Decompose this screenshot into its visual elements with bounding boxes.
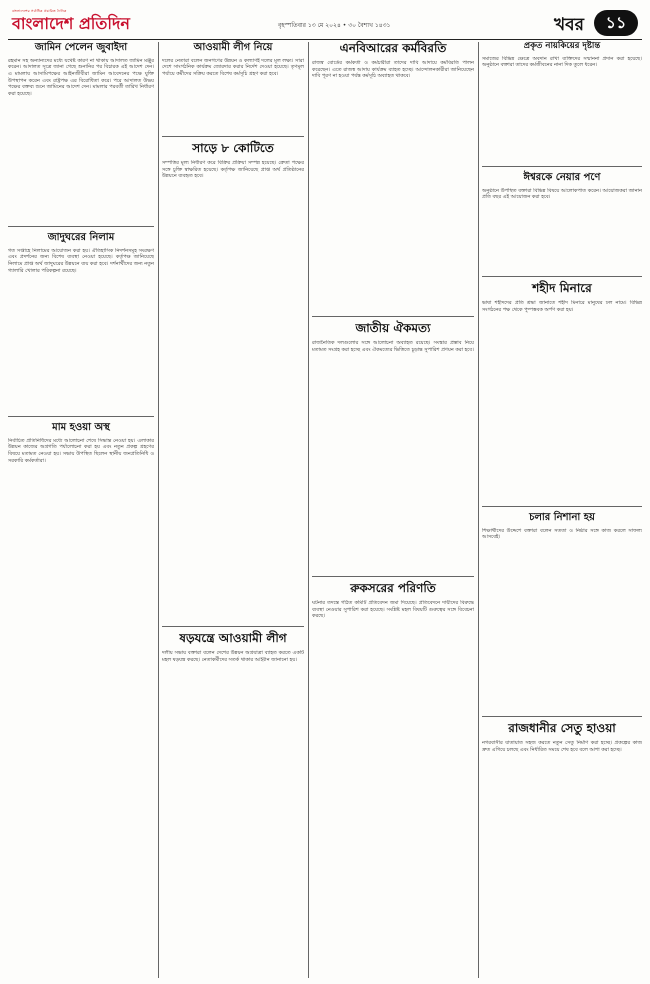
newspaper-name: বাংলাদেশ প্রতিদিন xyxy=(12,14,130,33)
logo-tagline: বাংলাদেশের সর্বাধিক প্রচারিত দৈনিক xyxy=(12,9,67,13)
page-number: ১১ xyxy=(594,10,638,36)
column-rule xyxy=(158,42,159,978)
article-divider xyxy=(482,276,642,277)
article-divider xyxy=(8,226,154,227)
article-7 xyxy=(312,42,474,312)
article-body: দলের নেতারা বলেন জনগণের উন্নয়ন ও কল্যাণই দলের মূল লক্ষ্য। সারা দেশে সাংগঠনিক কার্যক্রম জোরদার করার নির্দেশ দেওয়া হয়েছে। তৃণমূল পর্যায়ে কর্মীদের সক্রিয় করতে বিশেষ কর্মসূচি গ্রহণ করা হবে। xyxy=(162,57,304,77)
article-5 xyxy=(162,142,304,622)
article-headline: শহীদ মিনারে xyxy=(532,281,592,295)
article-2 xyxy=(8,232,154,412)
article-body: রাজনৈতিক দলগুলোর সঙ্গে আলোচনা অব্যাহত রয়েছে। সংস্কার প্রস্তাব নিয়ে মতামত সংগ্রহ করা হচ্ছে এবং ঐকমত্যের ভিত্তিতে চূড়ান্ত সুপারিশ প্রণয়ন করা হবে। xyxy=(312,339,474,353)
column-rule xyxy=(308,42,309,978)
article-headline: রুকসরের পরিণতি xyxy=(350,581,436,595)
article-headline: রাজধানীর সেতু হাওয়া xyxy=(508,721,616,735)
article-body: অনুষ্ঠানে উপস্থিত বক্তারা বিভিন্ন বিষয়ে আলোকপাত করেন। আয়োজকরা জানান প্রতি বছর এই আয়োজন করা হবে। xyxy=(482,187,642,201)
article-divider xyxy=(482,166,642,167)
article-body: সম্পত্তির মূল্য নির্ধারণ করে বিক্রির প্রক্রিয়া সম্পন্ন হয়েছে। ক্রেতা পক্ষের সঙ্গে চুক্তি স্বাক্ষরিত হয়েছে। কর্তৃপক্ষ জানিয়েছে প্রাপ্ত অর্থ প্রতিষ্ঠানের উন্নয়নে ব্যবহৃত হবে। xyxy=(162,159,304,180)
article-body: দলীয় সভায় বক্তারা বলেন দেশের উন্নয়ন অগ্রযাত্রা ব্যাহত করতে একটি মহল ষড়যন্ত্র করছে। নেতাকর্মীদের সতর্ক থাকার আহ্বান জানানো হয়। xyxy=(162,649,304,663)
article-divider xyxy=(312,576,474,577)
article-12 xyxy=(482,282,642,502)
article-body: রহমান সহ অন্যান্যদের মধ্যে যথেষ্ট কারণ না থাকায় আদালত জামিন মঞ্জুর করেন। আদালত সূত্রে জানা গেছে শুনানির পর বিচারক এই আদেশ দেন। এ মামলায় আসামিপক্ষের আইনজীবীরা জামিন আবেদনের পক্ষে যুক্তি উপস্থাপন করেন এবং রাষ্ট্রপক্ষ এর বিরোধিতা করে। পরে আদালত উভয় পক্ষের বক্তব্য শুনে জামিনের আদেশ দেন। মামলার পরবর্তী তারিখ নির্ধারণ করা হয়েছে। xyxy=(8,57,154,98)
article-body: নগরবাসীর যাতায়াত সহজ করতে নতুন সেতু নির্মাণ করা হচ্ছে। প্রকল্পের কাজ দ্রুত এগিয়ে চলছে এবং নির্ধারিত সময়ে শেষ হবে বলে আশা করা হচ্ছে। xyxy=(482,739,642,753)
article-grid xyxy=(8,42,642,978)
article-divider xyxy=(312,316,474,317)
article-4 xyxy=(162,42,304,132)
article-headline: ঈশ্বরকে নেয়ার পণে xyxy=(523,172,601,183)
article-body: রাজস্ব বোর্ডের কর্মকর্তা ও কর্মচারীরা তাদের দাবি আদায়ে কর্মবিরতি পালন করেছেন। এতে রাজস্ব আদায় কার্যক্রম ব্যাহত হচ্ছে। আন্দোলনকারীরা জানিয়েছেন দাবি পূরণ না হওয়া পর্যন্ত কর্মসূচি অব্যাহত থাকবে। xyxy=(312,59,474,80)
article-body: নির্বাচিত প্রতিনিধিদের মধ্যে আলোচনা শেষে সিদ্ধান্ত নেওয়া হয়। এলাকার উন্নয়ন কাজের অগ্রগতি পর্যালোচনা করা হয় এবং নতুন প্রকল্প গ্রহণের বিষয়ে মতামত নেওয়া হয়। সভায় উপস্থিত ছিলেন স্থানীয় জনপ্রতিনিধি ও সরকারি কর্মকর্তারা। xyxy=(8,437,154,464)
article-1 xyxy=(8,42,154,222)
article-6 xyxy=(162,632,304,972)
article-headline: এনবিআরের কর্মবিরতি xyxy=(339,41,447,55)
article-body: ঘটনার তদন্তে গঠিত কমিটি প্রতিবেদন জমা দিয়েছে। প্রতিবেদনে দায়ীদের বিরুদ্ধে ব্যবস্থা নেওয়ার সুপারিশ করা হয়েছে। সংশ্লিষ্ট মহল বিষয়টি গুরুত্বের সঙ্গে বিবেচনা করছে। xyxy=(312,599,474,620)
article-14 xyxy=(482,722,642,972)
article-headline: আওয়ামী লীগ নিয়ে xyxy=(193,42,273,53)
article-headline: জামিন পেলেন জুবাইদা xyxy=(34,42,128,53)
article-divider xyxy=(162,626,304,627)
article-11 xyxy=(482,172,642,272)
logo xyxy=(12,9,130,33)
section-name: খবর xyxy=(554,15,584,35)
masthead xyxy=(8,6,642,40)
article-divider xyxy=(482,506,642,507)
article-body: সমাজের বিভিন্ন ক্ষেত্রে অবদান রাখা ব্যক্তিদের সম্মাননা প্রদান করা হয়েছে। অনুষ্ঠানে বক্তারা তাদের কর্মজীবনের নানা দিক তুলে ধরেন। xyxy=(482,55,642,69)
date-line: বৃহস্পতিবার ১৩ মে ২০২৪ • ৩০ বৈশাখ ১৪৩১ xyxy=(278,22,391,29)
article-9 xyxy=(312,582,474,972)
article-10 xyxy=(482,42,642,162)
article-body: শিক্ষার্থীদের উদ্দেশে বক্তারা বলেন সততা ও নিষ্ঠার সঙ্গে কাজ করলে সাফল্য আসবেই। xyxy=(482,527,642,541)
article-headline: জাতীয় ঐকমত্য xyxy=(355,321,431,335)
article-headline: ষড়যন্ত্রে আওয়ামী লীগ xyxy=(179,631,287,645)
article-body: ভাষা শহীদদের প্রতি শ্রদ্ধা জানাতে শহীদ মিনারে মানুষের ঢল নামে। বিভিন্ন সংগঠনের পক্ষ থেকে পুষ্পস্তবক অর্পণ করা হয়। xyxy=(482,299,642,313)
article-13 xyxy=(482,512,642,712)
article-headline: মাম হওয়া অস্থ xyxy=(52,422,110,433)
article-divider xyxy=(482,716,642,717)
article-body: গত সপ্তাহে নিলামের আয়োজন করা হয়। ঐতিহাসিক নিদর্শনসমূহ সংরক্ষণ এবং প্রদর্শনের জন্য বিশেষ ব্যবস্থা নেওয়া হয়েছে। কর্তৃপক্ষ জানিয়েছে নিলামে প্রাপ্ত অর্থ জাদুঘরের উন্নয়নে ব্যয় করা হবে। দর্শনার্থীদের জন্য নতুন গ্যালারি খোলার পরিকল্পনা রয়েছে। xyxy=(8,247,154,274)
article-divider xyxy=(162,136,304,137)
article-3 xyxy=(8,422,154,972)
article-headline: চলার নিশানা হয় xyxy=(529,512,595,523)
column-rule xyxy=(478,42,479,978)
article-headline: জাদুঘরের নিলাম xyxy=(47,232,115,243)
article-headline: প্রকৃত নায়কিয়ের দৃষ্টান্ত xyxy=(523,41,601,51)
article-headline: সাড়ে ৮ কোটিতে xyxy=(192,141,274,155)
article-8 xyxy=(312,322,474,572)
article-divider xyxy=(8,416,154,417)
